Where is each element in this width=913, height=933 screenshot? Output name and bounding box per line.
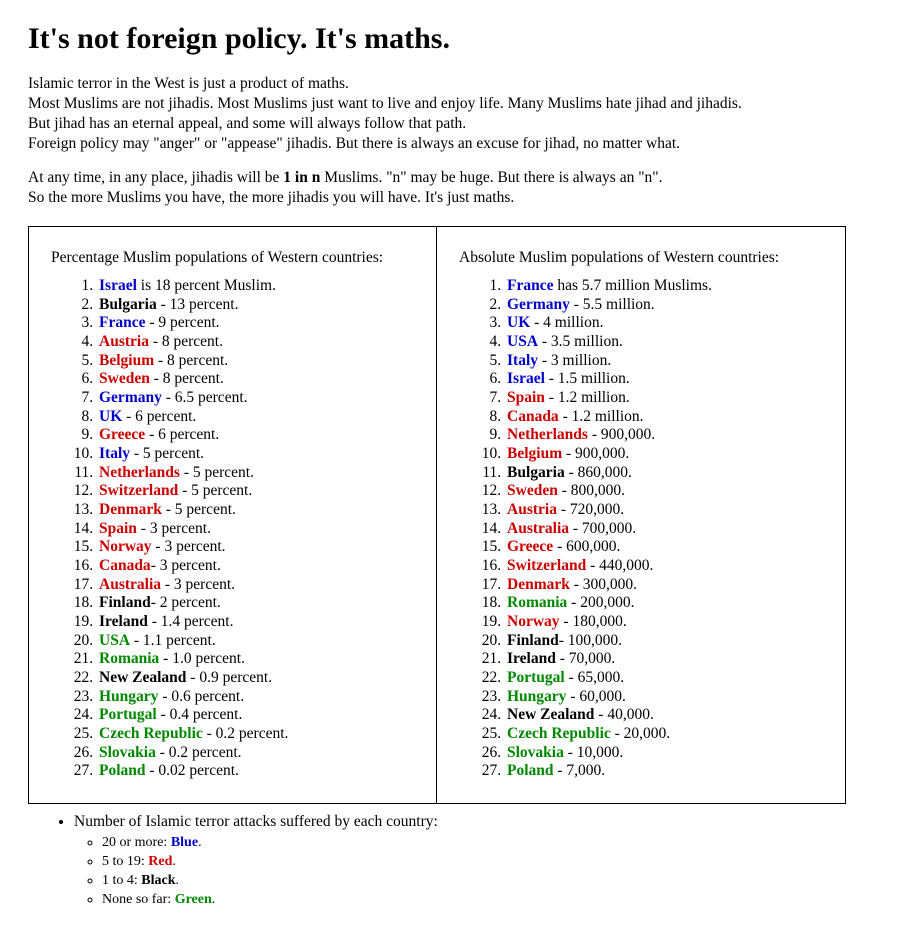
country-list-item (505, 314, 829, 333)
legend-item-color-label: Red (148, 854, 173, 870)
country-value: - 5 percent. (161, 500, 236, 518)
intro-paragraph-2 (28, 168, 885, 208)
country-name: Ireland (99, 612, 148, 630)
legend-item-color-label: Black (141, 872, 176, 888)
legend-heading (74, 812, 885, 910)
country-list-item (505, 426, 829, 445)
country-value: - 200,000. (567, 594, 635, 612)
country-name: France (507, 276, 554, 294)
country-name: UK (99, 407, 123, 425)
country-name: Italy (99, 444, 130, 462)
country-name: Canada (507, 407, 559, 425)
legend-item-color-label: Green (174, 891, 212, 907)
country-list-item (97, 688, 420, 707)
country-name: Netherlands (99, 463, 180, 481)
country-value: - 8 percent. (148, 332, 223, 350)
country-name: Ireland (507, 650, 556, 668)
country-list-item (505, 389, 829, 408)
country-name: Spain (507, 388, 545, 406)
country-value: - 900,000. (562, 444, 630, 462)
country-value: - 0.2 percent. (155, 743, 242, 761)
country-name: Italy (507, 351, 538, 369)
country-value: - 4 million. (530, 314, 604, 332)
intro-ratio-line (28, 168, 885, 188)
country-list-item (505, 482, 829, 501)
intro-paragraph-1 (28, 74, 885, 155)
country-name: Netherlands (507, 426, 588, 444)
country-value: - 5 percent. (178, 482, 253, 500)
country-list-item (97, 277, 420, 296)
country-list-item (97, 296, 420, 315)
country-name: Hungary (99, 687, 159, 705)
country-list-item (505, 501, 829, 520)
country-name: Romania (507, 594, 568, 612)
country-list-item (97, 352, 420, 371)
country-list-item (505, 669, 829, 688)
country-name: Slovakia (99, 743, 156, 761)
country-name: Spain (99, 519, 137, 537)
country-name: Portugal (507, 668, 565, 686)
country-name: Sweden (507, 482, 558, 500)
country-list-item (97, 706, 420, 725)
country-value: - 3 percent. (150, 556, 221, 574)
country-value: - 7,000. (553, 762, 606, 780)
country-value: - 700,000. (569, 519, 637, 537)
country-value: - 6 percent. (145, 426, 220, 444)
country-list-item (97, 538, 420, 557)
legend-item-suffix: . (172, 854, 176, 870)
country-value: - 440,000. (586, 556, 654, 574)
country-list-item (97, 482, 420, 501)
country-value: is 18 percent Muslim. (136, 276, 276, 294)
country-value: - 8 percent. (154, 351, 229, 369)
country-list-item (97, 314, 420, 333)
country-name: Austria (99, 332, 149, 350)
country-value: - 0.2 percent. (202, 724, 289, 742)
country-list-item (97, 445, 420, 464)
country-name: Bulgaria (507, 463, 565, 481)
country-value: - 3 percent. (151, 538, 226, 556)
country-value: - 70,000. (555, 650, 616, 668)
country-value: - 300,000. (569, 575, 638, 593)
country-value: - 1.5 million. (544, 370, 630, 388)
country-list-item (505, 744, 829, 763)
country-value: - 1.1 percent. (130, 631, 216, 649)
country-name: Belgium (507, 444, 563, 462)
country-value: - 1.2 million. (558, 407, 644, 425)
percentage-table-caption: Percentage Muslim populations of Western countries: (51, 248, 384, 266)
country-list-item (505, 594, 829, 613)
country-name: USA (507, 332, 539, 350)
country-name: Canada (99, 556, 151, 574)
intro-ratio-post: Muslims. "n" may be huge. But there is always an "n". (320, 168, 663, 186)
country-value: - 1.4 percent. (147, 612, 234, 630)
country-value: has 5.7 million Muslims. (553, 276, 712, 294)
country-name: Denmark (507, 575, 570, 593)
absolute-table-caption: Absolute Muslim populations of Western countries: (459, 248, 780, 266)
page-title: It's not foreign policy. It's maths. (28, 22, 450, 55)
intro-ratio-emphasis: 1 in n (283, 168, 321, 186)
country-value: - 1.2 million. (544, 388, 630, 406)
country-name: Portugal (99, 706, 157, 724)
country-name: Romania (99, 650, 160, 668)
country-list-item (505, 408, 829, 427)
legend-item (102, 891, 885, 910)
country-name: Poland (507, 762, 554, 780)
absolute-country-list (459, 277, 829, 781)
country-value: - 1.0 percent. (159, 650, 245, 668)
country-list-item (97, 389, 420, 408)
population-tables (28, 226, 846, 804)
country-name: Norway (99, 538, 152, 556)
country-name: Bulgaria (99, 295, 157, 313)
country-list-item (97, 370, 420, 389)
country-name: Czech Republic (99, 724, 203, 742)
country-list-item (97, 725, 420, 744)
country-list-item (505, 576, 829, 595)
country-name: Greece (99, 426, 146, 444)
country-list-item (97, 669, 420, 688)
country-list-item (505, 650, 829, 669)
country-name: Belgium (99, 351, 155, 369)
country-name: USA (99, 631, 131, 649)
intro-line-1: Islamic terror in the West is just a product of maths. (28, 75, 349, 92)
country-name: Austria (507, 500, 557, 518)
country-value: - 720,000. (556, 500, 625, 518)
country-list-item (97, 632, 420, 651)
country-list-item (505, 706, 829, 725)
country-value: - 0.6 percent. (158, 687, 245, 705)
country-list-item (505, 557, 829, 576)
country-list-item (505, 762, 829, 781)
country-value: - 860,000. (564, 463, 632, 481)
legend-item (102, 853, 885, 872)
country-name: New Zealand (507, 706, 595, 724)
legend-item-range: None so far: (102, 891, 175, 907)
country-name: Australia (507, 519, 569, 537)
country-list-item (505, 445, 829, 464)
country-name: Finland (507, 631, 559, 649)
absolute-table (437, 227, 845, 803)
country-list-item (97, 762, 420, 781)
country-value: - 900,000. (587, 426, 656, 444)
percentage-country-list (51, 277, 420, 781)
country-list-item (505, 296, 829, 315)
legend-item (102, 834, 885, 853)
country-value: - 5 percent. (179, 463, 254, 481)
legend-item-range: 5 to 19: (102, 854, 149, 870)
country-value: - 10,000. (563, 743, 624, 761)
country-name: New Zealand (99, 668, 187, 686)
country-value: - 180,000. (559, 612, 627, 630)
intro-line-3: But jihad has an eternal appeal, and some will always follow that path. (28, 115, 467, 133)
country-value: - 9 percent. (145, 314, 220, 332)
country-value: - 0.02 percent. (145, 762, 239, 780)
country-list-item (505, 277, 829, 296)
country-name: Germany (99, 388, 162, 406)
country-list-item (505, 464, 829, 483)
legend-item-color-label: Blue (170, 835, 199, 851)
country-list-item (97, 464, 420, 483)
country-list-item (505, 520, 829, 539)
country-name: Poland (99, 762, 146, 780)
legend (28, 812, 885, 910)
legend-item-suffix: . (211, 891, 216, 907)
country-name: Switzerland (507, 556, 587, 574)
legend-item-suffix: . (175, 872, 180, 888)
intro-ratio-pre: At any time, in any place, jihadis will be (28, 168, 284, 186)
legend-heading-text: Number of Islamic terror attacks suffered by each country: (74, 812, 438, 830)
country-value: - 60,000. (566, 687, 626, 705)
country-list-item (97, 557, 420, 576)
country-list-item (505, 370, 829, 389)
country-name: Finland (99, 594, 151, 612)
country-value: - 3 percent. (161, 575, 236, 593)
country-list-item (97, 744, 420, 763)
country-list-item (97, 650, 420, 669)
intro-line-4: Foreign policy may "anger" or "appease" jihadis. But there is always an excuse for jihad, no matter what. (28, 135, 681, 153)
country-value: - 6 percent. (122, 407, 197, 425)
country-name: Hungary (507, 687, 567, 705)
country-list-item (505, 333, 829, 352)
percentage-table (29, 227, 437, 803)
legend-item-range: 1 to 4: (102, 872, 142, 888)
country-list-item (97, 613, 420, 632)
country-value: - 100,000. (558, 631, 622, 649)
country-value: - 8 percent. (149, 370, 224, 388)
country-value: - 800,000. (557, 482, 625, 500)
country-name: Slovakia (507, 743, 564, 761)
country-value: - 6.5 percent. (161, 388, 248, 406)
country-list-item (505, 725, 829, 744)
country-name: Germany (507, 295, 570, 313)
country-name: Israel (99, 276, 137, 294)
country-name: France (99, 314, 146, 332)
country-list-item (505, 688, 829, 707)
country-value: - 5.5 million. (569, 295, 655, 313)
country-list-item (505, 352, 829, 371)
country-name: Denmark (99, 500, 162, 518)
country-list-item (97, 408, 420, 427)
country-name: Israel (507, 370, 545, 388)
legend-item-range: 20 or more: (102, 835, 171, 851)
country-value: - 13 percent. (156, 295, 239, 313)
legend-item-suffix: . (198, 835, 202, 851)
country-list-item (505, 632, 829, 651)
country-name: Norway (507, 612, 560, 630)
country-list-item (505, 613, 829, 632)
country-value: - 65,000. (564, 668, 625, 686)
country-name: Greece (507, 538, 554, 556)
legend-item (102, 872, 885, 891)
country-name: UK (507, 314, 531, 332)
country-value: - 40,000. (594, 706, 654, 724)
intro-maths-line: So the more Muslims you have, the more jihadis you will have. It's just maths. (28, 188, 515, 206)
country-name: Sweden (99, 370, 150, 388)
country-value: - 600,000. (553, 538, 621, 556)
country-list-item (97, 333, 420, 352)
country-list-item (505, 538, 829, 557)
country-name: Switzerland (99, 482, 179, 500)
country-list-item (97, 520, 420, 539)
country-name: Australia (99, 575, 161, 593)
country-value: - 0.9 percent. (186, 668, 273, 686)
country-value: - 5 percent. (130, 444, 205, 462)
country-value: - 3 million. (538, 351, 612, 369)
legend-items (74, 834, 885, 910)
country-list-item (97, 426, 420, 445)
country-value: - 2 percent. (150, 594, 221, 612)
country-value: - 0.4 percent. (156, 706, 243, 724)
intro-line-2: Most Muslims are not jihadis. Most Muslims just want to live and enjoy life. Many Muslims hate jihad and jihadis. (28, 95, 742, 113)
country-value: - 3.5 million. (538, 332, 623, 350)
country-list-item (97, 501, 420, 520)
country-value: - 20,000. (610, 724, 671, 742)
country-list-item (97, 594, 420, 613)
country-list-item (97, 576, 420, 595)
country-name: Czech Republic (507, 724, 611, 742)
country-value: - 3 percent. (136, 519, 211, 537)
